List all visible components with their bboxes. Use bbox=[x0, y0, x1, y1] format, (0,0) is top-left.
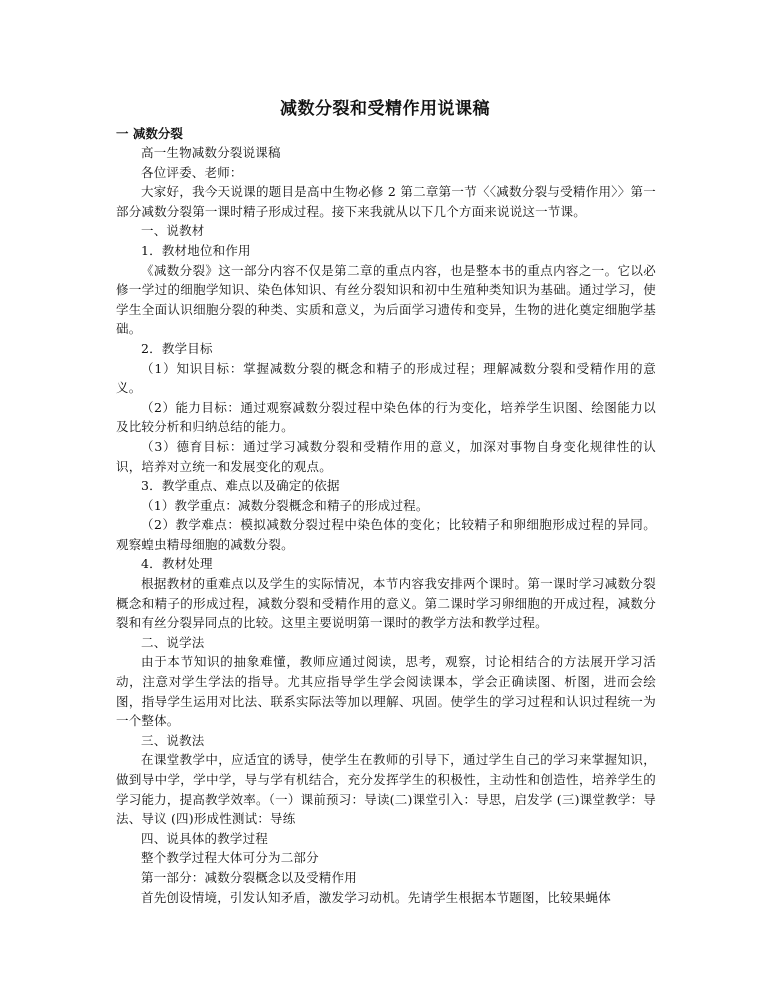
paragraph: 《减数分裂》这一部分内容不仅是第二章的重点内容，也是整本书的重点内容之一。它以必修一学过的细胞学知识、染色体知识、有丝分裂知识和初中生殖种类知识为基础。通过学习，使学生全面认识细胞分裂的种类、实质和意义，为后面学习遗传和变异，生物的进化奠定细胞学基础。 bbox=[116, 262, 656, 337]
paragraph: 第一部分：减数分裂概念以及受精作用 bbox=[141, 869, 357, 885]
paragraph: 在课堂教学中，应适宜的诱导，使学生在教师的引导下，通过学生自己的学习来掌握知识，做到导中学，学中学，导与学有机结合，充分发挥学生的积极性，主动性和创造性，培养学生的学习能力，提高教学效率。（一）课前预习：导读(二)课堂引入：导思，启发学 (三)课堂教学：导法、导议 (四)形成性测试：导练 bbox=[116, 752, 656, 827]
page-title: 减数分裂和受精作用说课稿 bbox=[280, 99, 490, 119]
paragraph: 二、说学法 bbox=[141, 634, 205, 650]
paragraph: 四、说具体的教学过程 bbox=[141, 830, 269, 846]
paragraph: （3）德育目标：通过学习减数分裂和受精作用的意义，加深对事物自身变化规律性的认识，培养对立统一和发展变化的观点。 bbox=[116, 438, 656, 474]
paragraph: （1）教学重点：减数分裂概念和精子的形成过程。 bbox=[141, 497, 429, 513]
paragraph: 三、说教法 bbox=[141, 732, 205, 748]
paragraph: 高一生物减数分裂说课稿 bbox=[141, 145, 281, 160]
paragraph: 1．教材地位和作用 bbox=[141, 242, 251, 258]
paragraph: 首先创设情境，引发认知矛盾，激发学习动机。先请学生根据本节题图，比较果蝇体 bbox=[141, 889, 611, 905]
paragraph: 一、说教材 bbox=[141, 223, 205, 239]
paragraph: 根据教材的重难点以及学生的实际情况，本节内容我安排两个课时。第一课时学习减数分裂概念和精子的形成过程，减数分裂和受精作用的意义。第二课时学习卵细胞的开成过程，减数分裂和有丝分裂异同点的比较。这里主要说明第一课时的教学方法和教学过程。 bbox=[116, 576, 656, 631]
section-heading: 一 减数分裂 bbox=[116, 126, 183, 141]
paragraph: 大家好，我今天说课的题目是高中生物必修 2 第二章第一节〈〈减数分裂与受精作用〉〉第一部分减数分裂第一课时精子形成过程。接下来我就从以下几个方面来说说这一节课。 bbox=[116, 184, 656, 219]
paragraph: （2）教学难点：模拟减数分裂过程中染色体的变化；比较精子和卵细胞形成过程的异同。观察蝗虫精母细胞的减数分裂。 bbox=[116, 517, 656, 552]
paragraph: 由于本节知识的抽象难懂，教师应通过阅读，思考，观察，讨论相结合的方法展开学习活动，注意对学生学法的指导。尤其应指导学生学会阅读课本，学会正确读图、析图，进而会绘图，指导学生运用对比法、联系实际法等加以理解、巩固。使学生的学习过程和认识过程统一为一个整体。 bbox=[116, 654, 656, 729]
paragraph: （2）能力目标：通过观察减数分裂过程中染色体的行为变化，培养学生识图、绘图能力以及比较分析和归纳总结的能力。 bbox=[116, 399, 656, 435]
document-body bbox=[116, 124, 656, 907]
paragraph: 2．教学目标 bbox=[141, 340, 213, 356]
paragraph: （1）知识目标：掌握减数分裂的概念和精子的形成过程；理解减数分裂和受精作用的意义。 bbox=[116, 360, 656, 396]
paragraph: 整个教学过程大体可分为二部分 bbox=[141, 850, 319, 866]
paragraph: 3．教学重点、难点以及确定的依据 bbox=[141, 478, 340, 494]
paragraph: 4．教材处理 bbox=[141, 556, 213, 572]
paragraph: 各位评委、老师： bbox=[141, 164, 243, 180]
